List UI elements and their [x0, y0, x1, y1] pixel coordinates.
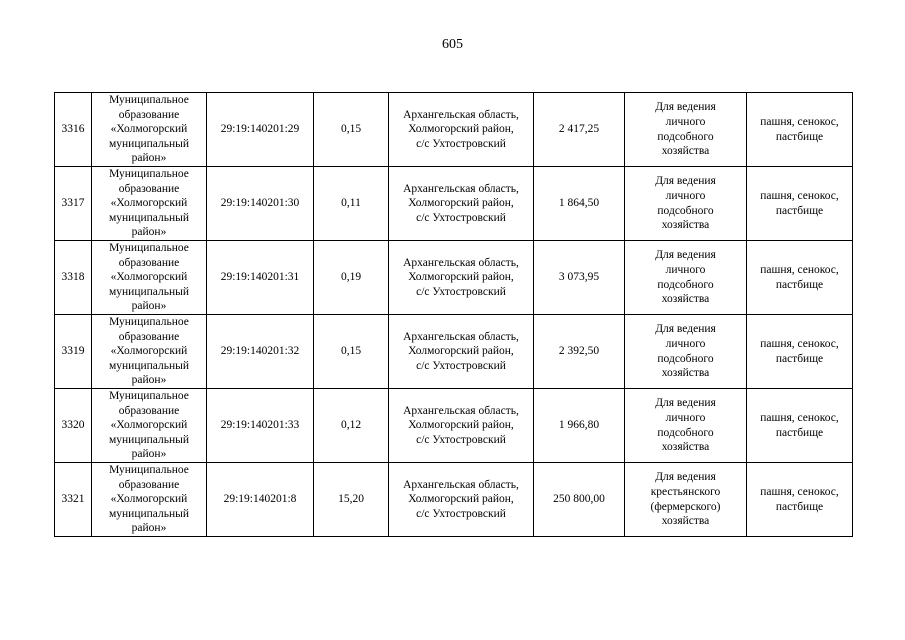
- land-use-cell: пашня, сенокос, пастбище: [747, 463, 853, 537]
- land-use-cell: пашня, сенокос, пастбище: [747, 93, 853, 167]
- cadastral-number: 29:19:140201:8: [207, 463, 314, 537]
- area-cell: 0,11: [314, 167, 389, 241]
- row-number: 3318: [55, 241, 92, 315]
- cadastral-number: 29:19:140201:33: [207, 389, 314, 463]
- cadastral-number: 29:19:140201:31: [207, 241, 314, 315]
- cadastral-number: 29:19:140201:32: [207, 315, 314, 389]
- land-use-cell: пашня, сенокос, пастбище: [747, 167, 853, 241]
- value-cell: 250 800,00: [534, 463, 625, 537]
- land-use-cell: пашня, сенокос, пастбище: [747, 241, 853, 315]
- value-cell: 1 864,50: [534, 167, 625, 241]
- location-cell: Архангельская область, Холмогорский район, с/с Ухтостровский: [389, 167, 534, 241]
- location-cell: Архангельская область, Холмогорский район, с/с Ухтостровский: [389, 389, 534, 463]
- row-number: 3317: [55, 167, 92, 241]
- owner-cell: Муниципальное образование «Холмогорский муниципальный район»: [92, 241, 207, 315]
- table-body: [55, 93, 853, 537]
- table-row: [55, 315, 853, 389]
- purpose-cell: Для ведения личного подсобного хозяйства: [625, 167, 747, 241]
- owner-cell: Муниципальное образование «Холмогорский муниципальный район»: [92, 463, 207, 537]
- table-row: [55, 463, 853, 537]
- land-use-cell: пашня, сенокос, пастбище: [747, 389, 853, 463]
- row-number: 3320: [55, 389, 92, 463]
- land-use-cell: пашня, сенокос, пастбище: [747, 315, 853, 389]
- location-cell: Архангельская область, Холмогорский район, с/с Ухтостровский: [389, 315, 534, 389]
- owner-cell: Муниципальное образование «Холмогорский муниципальный район»: [92, 389, 207, 463]
- value-cell: 3 073,95: [534, 241, 625, 315]
- owner-cell: Муниципальное образование «Холмогорский муниципальный район»: [92, 167, 207, 241]
- row-number: 3316: [55, 93, 92, 167]
- owner-cell: Муниципальное образование «Холмогорский муниципальный район»: [92, 93, 207, 167]
- location-cell: Архангельская область, Холмогорский район, с/с Ухтостровский: [389, 241, 534, 315]
- owner-cell: Муниципальное образование «Холмогорский муниципальный район»: [92, 315, 207, 389]
- table-row: [55, 389, 853, 463]
- purpose-cell: Для ведения крестьянского (фермерского) хозяйства: [625, 463, 747, 537]
- area-cell: 0,15: [314, 315, 389, 389]
- value-cell: 2 392,50: [534, 315, 625, 389]
- location-cell: Архангельская область, Холмогорский район, с/с Ухтостровский: [389, 463, 534, 537]
- area-cell: 0,12: [314, 389, 389, 463]
- area-cell: 15,20: [314, 463, 389, 537]
- cadastral-number: 29:19:140201:29: [207, 93, 314, 167]
- area-cell: 0,19: [314, 241, 389, 315]
- row-number: 3319: [55, 315, 92, 389]
- table-row: [55, 241, 853, 315]
- value-cell: 2 417,25: [534, 93, 625, 167]
- table-row: [55, 93, 853, 167]
- purpose-cell: Для ведения личного подсобного хозяйства: [625, 315, 747, 389]
- table-row: [55, 167, 853, 241]
- area-cell: 0,15: [314, 93, 389, 167]
- page-number: 605: [442, 37, 463, 52]
- cadastral-number: 29:19:140201:30: [207, 167, 314, 241]
- purpose-cell: Для ведения личного подсобного хозяйства: [625, 389, 747, 463]
- location-cell: Архангельская область, Холмогорский район, с/с Ухтостровский: [389, 93, 534, 167]
- purpose-cell: Для ведения личного подсобного хозяйства: [625, 241, 747, 315]
- land-plots-table: [54, 92, 853, 537]
- purpose-cell: Для ведения личного подсобного хозяйства: [625, 93, 747, 167]
- value-cell: 1 966,80: [534, 389, 625, 463]
- row-number: 3321: [55, 463, 92, 537]
